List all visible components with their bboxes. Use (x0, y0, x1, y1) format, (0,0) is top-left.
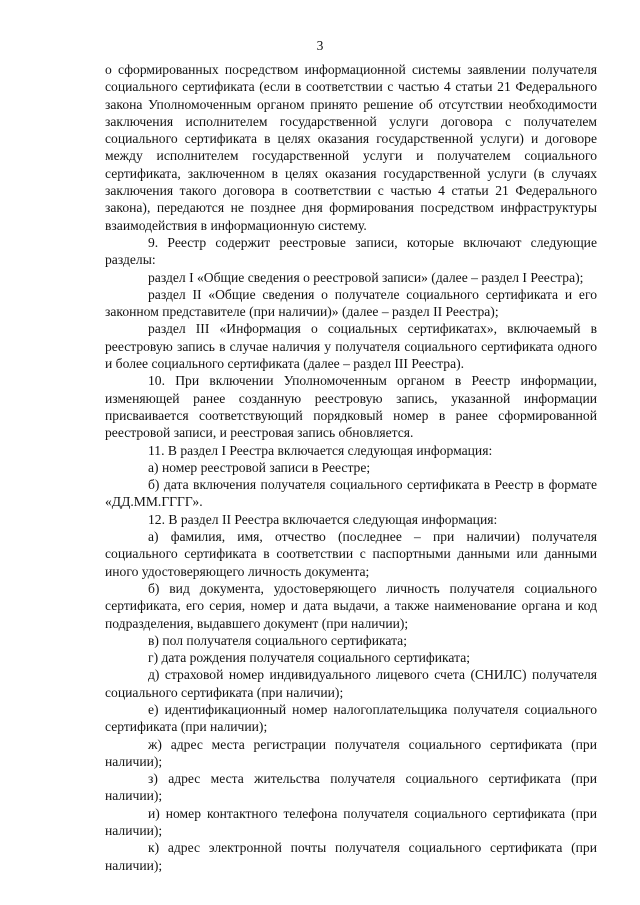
paragraph-item-12-v: в) пол получателя социального сертификата; (148, 632, 407, 648)
paragraph-section-1: раздел I «Общие сведения о реестровой записи» (далее – раздел I Реестра); (148, 269, 584, 285)
paragraph-item-12: 12. В раздел II Реестра включается следующая информация: (148, 511, 498, 527)
paragraph-item-12-g: г) дата рождения получателя социального сертификата; (148, 650, 471, 666)
paragraph-item-10: 10. При включении Уполномоченным органом в Реестр информации, изменяющей ранее созданную реестровую запись, указанной информации присваивается соответствующий порядковый номер в ранее сформированной реестровой записи, и реестровая запись обновляется. (105, 373, 597, 441)
paragraph-item-12-e: е) идентификационный номер налогоплательщика получателя социального сертификата (при наличии); (105, 701, 597, 735)
paragraph-item-12-i: и) номер контактного телефона получателя социального сертификата (при наличии); (105, 805, 597, 839)
paragraph-section-3: раздел III «Информация о социальных сертификатах», включаемый в реестровую запись в случае наличия у получателя социального сертификата одного и более социального сертификата (далее – раздел III Реестра). (105, 321, 597, 372)
paragraph-item-12-a: а) фамилия, имя, отчество (последнее – при наличии) получателя социального сертификата в соответствии с паспортными данными или данными иного удостоверяющего личность документа; (105, 529, 597, 579)
paragraph-item-11: 11. В раздел I Реестра включается следующая информация: (148, 442, 493, 458)
paragraph-item-9: 9. Реестр содержит реестровые записи, которые включают следующие разделы: (105, 234, 597, 268)
paragraph-continuation: о сформированных посредством информационной системы заявлении получателя социального сертификата (если в соответствии с частью 4 статьи 21 Федерального закона Уполномоченным органом принято решение об отсутствии необходимости заключения исполнителем государственной услуги договора с получателем социального сертификата в целях оказания государственной услуги) и договоре между исполнителем государственной услуги и получателем социального сертификата, заключенном в целях оказания государственной услуги (в случаях заключения такого договора в соответствии с частью 4 статьи 21 Федерального закона), передаются не позднее дня формирования посредством инфраструктуры взаимодействия в информационную систему. (105, 62, 597, 233)
paragraph-item-11-b: б) дата включения получателя социального сертификата в Реестр в формате «ДД.ММ.ГГГГ». (105, 477, 597, 510)
page-number: 3 (316, 38, 324, 53)
paragraph-item-11-a: а) номер реестровой записи в Реестре; (148, 459, 371, 475)
paragraph-item-12-d: д) страховой номер индивидуального лицевого счета (СНИЛС) получателя социального сертификата (при наличии); (105, 667, 597, 700)
paragraph-item-12-zh: ж) адрес места регистрации получателя социального сертификата (при наличии); (105, 736, 597, 769)
document-body (105, 61, 597, 874)
paragraph-section-2: раздел II «Общие сведения о получателе социального сертификата и его законном представителе (при наличии)» (далее – раздел II Реестра); (105, 286, 597, 320)
paragraph-item-12-z: з) адрес места жительства получателя социального сертификата (при наличии); (105, 771, 597, 804)
paragraph-item-12-b: б) вид документа, удостоверяющего личность получателя социального сертификата, его серия, номер и дата выдачи, а также наименование органа и код подразделения, выдавшего документ (при наличии); (105, 580, 597, 631)
paragraph-item-12-k: к) адрес электронной почты получателя социального сертификата (при наличии); (105, 840, 597, 873)
